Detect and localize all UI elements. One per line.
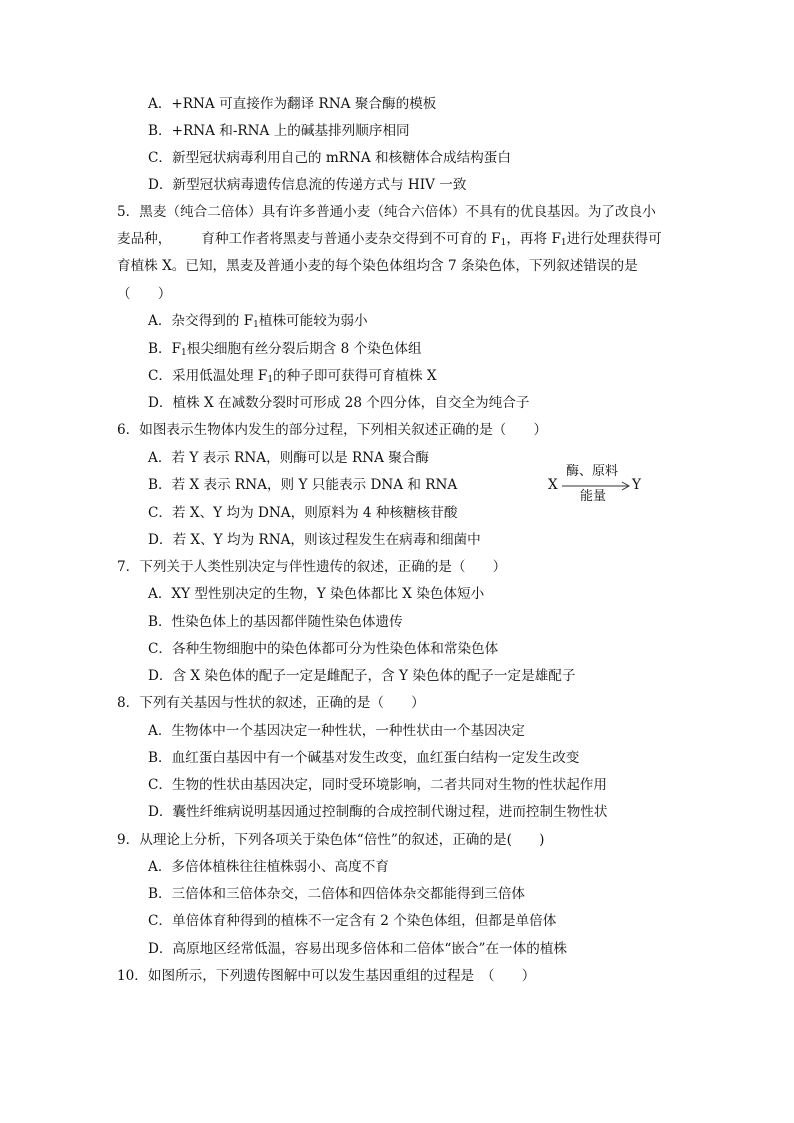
q7-stem: 7．下列关于人类性别决定与伴性遗传的叙述，正确的是（ ） [117,559,507,575]
q6-reaction-diagram [548,466,648,506]
q5-stem-line-1: 5．黑麦（纯合二倍体）具有许多普通小麦（纯合六倍体）不具有的优良基因。为了改良小 [117,204,656,220]
q8-option-a: A．生物体中一个基因决定一种性状，一种性状由一个基因决定 [148,723,525,739]
q5-option-c: C．采用低温处理 $F_1$的种子即可获得可育植株 X [148,368,437,385]
q6-option-c: C．若 X、Y 均为 DNA，则原料为 4 种核糖核苷酸 [148,505,458,521]
diagram-y-label: Y [632,477,641,493]
q5-answer-paren: （ ） [117,286,172,302]
q7-option-d: D．含 X 染色体的配子一定是雌配子，含 Y 染色体的配子一定是雄配子 [148,668,576,684]
q9-option-c: C．单倍体育种得到的植株不一定含有 2 个染色体组，但都是单倍体 [148,913,557,929]
q5-stem-line-3: 育植株 X。已知，黑麦及普通小麦的每个染色体组均含 7 条染色体，下列叙述错误的是 [117,258,638,274]
q5-stem-line-2: 麦品种， 育种工作者将黑麦与普通小麦杂交得到不可育的 $F_1$，再将 $F_1$进行处理获得可 [117,231,662,248]
q7-option-b: B．性染色体上的基因都伴随性染色体遗传 [148,614,403,630]
q7-option-c: C．各种生物细胞中的染色体都可分为性染色体和常染色体 [148,641,499,657]
q9-stem: 9．从理论上分析，下列各项关于染色体“倍性”的叙述，正确的是( ) [117,832,545,848]
q8-option-b: B．血红蛋白基因中有一个碱基对发生改变，血红蛋白结构一定发生改变 [148,750,580,766]
q7-option-a: A．XY 型性别决定的生物，Y 染色体都比 X 染色体短小 [148,586,485,602]
q5-option-a: A．杂交得到的 $F_1$植株可能较为弱小 [148,313,368,330]
q9-option-b: B．三倍体和三倍体杂交，二倍体和四倍体杂交都能得到三倍体 [148,886,526,902]
q8-option-d: D．囊性纤维病说明基因通过控制酶的合成控制代谢过程，进而控制生物性状 [148,804,608,820]
q4-option-b: B．+RNA 和-RNA 上的碱基排列顺序相同 [148,123,410,139]
diagram-x-label: X [548,477,558,493]
q5-option-d: D．植株 X 在减数分裂时可形成 28 个四分体，自交全为纯合子 [148,395,530,411]
q5-option-b: B．$F_1$根尖细胞有丝分裂后期含 8 个染色体组 [148,341,422,358]
q6-option-a: A．若 Y 表示 RNA，则酶可以是 RNA 聚合酶 [148,450,430,466]
q4-option-d: D．新型冠状病毒遗传信息流的传递方式与 HIV 一致 [148,177,467,193]
q4-option-c: C．新型冠状病毒利用自己的 mRNA 和核糖体合成结构蛋白 [148,150,511,166]
diagram-energy-label: 能量 [580,489,607,504]
q9-option-d: D．高原地区经常低温，容易出现多倍体和二倍体“嵌合”在一体的植株 [148,941,568,957]
q8-option-c: C．生物的性状由基因决定，同时受环境影响，二者共同对生物的性状起作用 [148,777,607,793]
q8-stem: 8．下列有关基因与性状的叙述，正确的是（ ） [117,695,425,711]
q9-option-a: A．多倍体植株往往植株弱小、高度不育 [148,859,389,875]
q6-option-b: B．若 X 表示 RNA，则 Y 只能表示 DNA 和 RNA [148,477,458,493]
diagram-enzyme-label: 酶、原料 [566,464,619,479]
q4-option-a: A．+RNA 可直接作为翻译 RNA 聚合酶的模板 [148,96,437,112]
q10-stem: 10．如图所示，下列遗传图解中可以发生基因重组的过程是 （ ） [117,968,536,984]
q6-stem: 6．如图表示生物体内发生的部分过程，下列相关叙述正确的是（ ） [117,422,548,438]
q6-option-d: D．若 X、Y 均为 RNA，则该过程发生在病毒和细菌中 [148,532,481,548]
